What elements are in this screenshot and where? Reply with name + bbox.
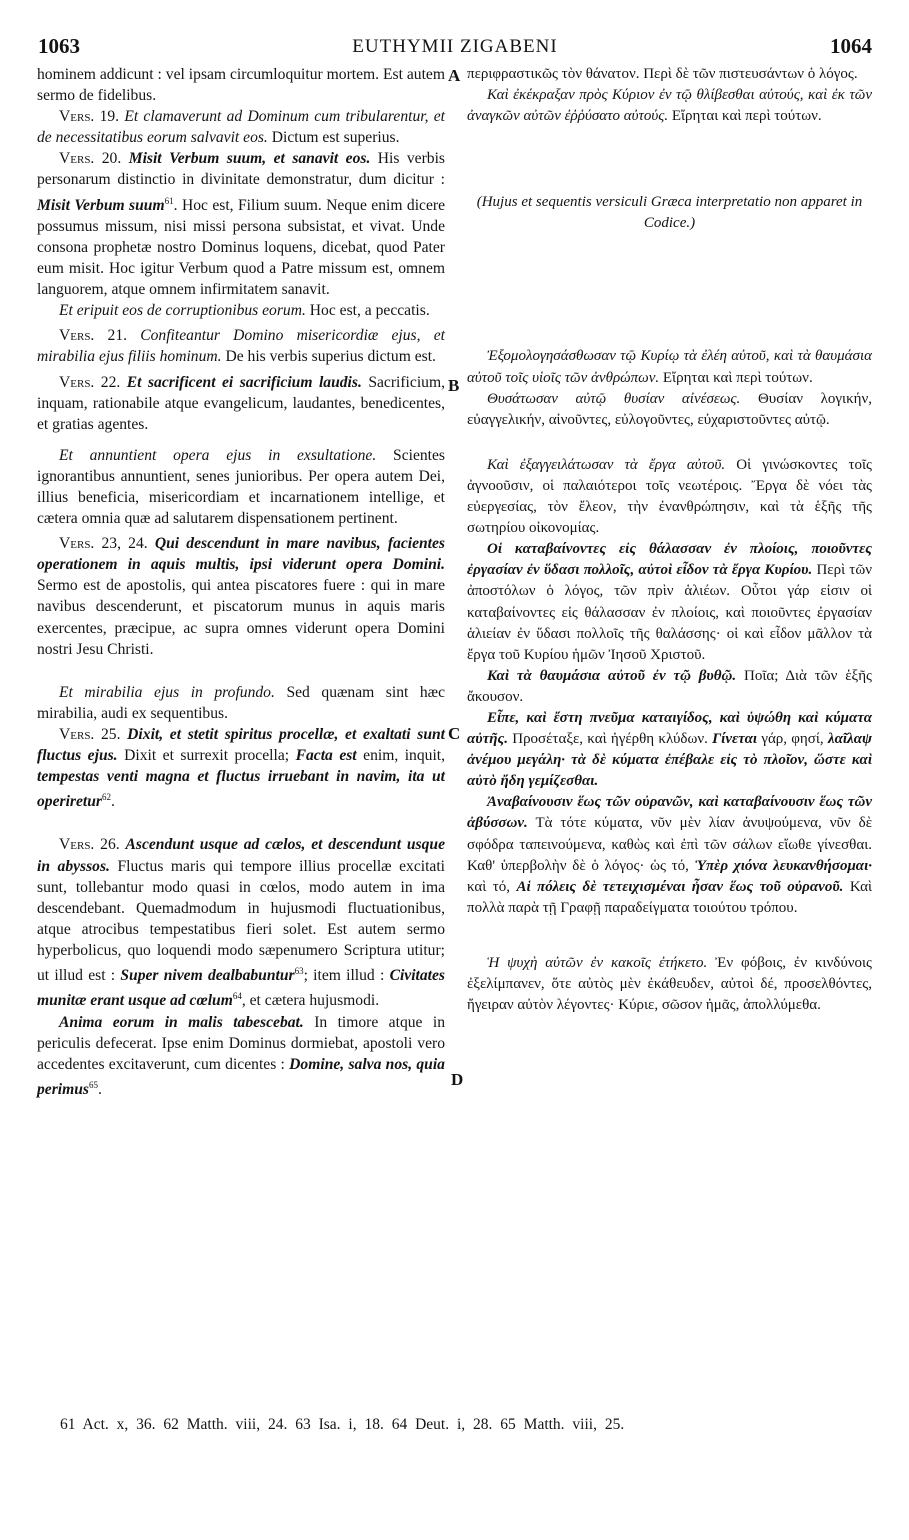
latin-paragraph: Vers. 22. Et sacrificent ei sacrificium laudis. Sacrificium, inquam, rationabile atque evangelicum, laudantes, benedicentes, et gratias agentes. [37, 373, 445, 433]
greek-paragraph: Θυσάτωσαν αὐτῷ θυσίαν αἰνέσεως. Θυσίαν λογικήν, εὐαγγελικήν, αἰνοῦντες, εὐλογοῦντες, εὐχαριστοῦντες αὐτῷ. [467, 390, 873, 428]
page-number-left: 1063 [38, 34, 80, 58]
latin-paragraph: Et mirabilia ejus in profundo. Sed quænam sint hæc mirabilia, audi ex sequentibus. [37, 683, 445, 722]
greek-paragraph: Οἱ καταβαίνοντες εἰς θάλασσαν ἐν πλοίοις, ποιοῦντες ἐργασίαν ἐν ὕδασι πολλοῖς, αὐτοὶ εἶδον τὰ ἔργα Κυρίου. Περὶ τῶν ἀποστόλων ὁ λόγος, τῶν πρὶν ἁλιέων. Οὗτοι γάρ εἰσιν οἱ καταβαίνοντες εἰς θάλασσαν ἐν πλοίοις, καὶ ποιοῦντες ἐργασίαν ἁλιείαν ἐν ὕδασι πολλοῖς τῆς θαλάσσης· οἱ καὶ εἶδον μᾶλλον τὰ ἔργα τοῦ Κυρίου ἡμῶν Ἰησοῦ Χριστοῦ. [467, 541, 872, 663]
greek-paragraph: Καὶ τὰ θαυμάσια αὐτοῦ ἐν τῷ βυθῷ. Ποῖα; Διὰ τῶν ἑξῆς ἄκουσον. [467, 667, 872, 705]
latin-paragraph: Anima eorum in malis tabescebat. In timore atque in periculis defecerat. Ipse enim Dominus dormiebat, apostoli vero accedentes excitaverunt, cum dicentes : Domine, salva nos, quia perimus$^{65}$. [37, 1013, 445, 1099]
greek-paragraph: Καὶ ἐξαγγειλάτωσαν τὰ ἔργα αὐτοῦ. Οἱ γινώσκοντες τοῖς ἀγνοοῦσιν, οἱ παλαιότεροι τοῖς νεωτέροις. Ἔργα δὲ νόει τὰς εὐεργεσίας, τὸν ἔλεον, τὴν ἐνανθρώπησιν, καὶ τὰ ἑξῆς τῆς σωτηρίου οἰκονομίας. [467, 456, 873, 537]
latin-paragraph: Vers. 26. Ascendunt usque ad cælos, et descendunt usque in abyssos. Fluctus maris qui tempore illius procellæ excitati sunt, tollebantur modo quasi in cœlos, modo autem in ima descendebant. Quemadmodum in hujusmodi fluctuationibus, atque atrocibus tempestatibus fieri solet. Est autem sermo hyperbolicus, quo loquendi modo sæpenumero Scriptura utitur; ut illud est : Super nivem dealbabuntur$^{63}$; item illud : Civitates munitæ erant usque ad cœlum$^{64}$, et cætera hujusmodi. [37, 836, 446, 1010]
latin-paragraph: Vers. 23, 24. Qui descendunt in mare navibus, facientes operationem in aquis multis, ipsi viderunt opera Domini. Sermo est de apostolis, qui antea piscatores fuere : qui in mare navibus descenderunt, et piscatorum munus in aquis maris exercentes, præcipue, ac supra omnes viderunt opera Domini nostri Jesu Christi. [37, 535, 445, 658]
greek-paragraph: Ἡ ψυχὴ αὐτῶν ἐν κακοῖς ἐτήκετο. Ἐν φόβοις, ἐν κινδύνοις ἐξελίμπανεν, ὅτε αὐτὸς μὲν ἐκάθευδεν, αὐτοὶ δέ, προσελθόντες, ἤγειραν αὐτὸν λέγοντες· Κύριε, σῶσον ἡμᾶς, ἀπολλύμεθα. [467, 954, 872, 1014]
section-marker-b: B [448, 376, 460, 395]
greek-missing-note: (Hujus et sequentis versiculi Græca interpretatio non apparet in Codice.) [476, 194, 863, 232]
latin-paragraph: Vers. 20. Misit Verbum suum, et sanavit eos. His verbis personarum distinctio in divinitate demonstratur, dum dicitur : Misit Verbum suum$^{61}$. Hoc est, Filium suum. Neque enim dicere possumus missum, nisi missi persona subsistat, et vivat. Unde consona prophetæ nostro Dominus loquens, dicebat, quod Pater eum misit. Hoc igitur Verbum quod a Patre missum est, omnem languorem, atque omnem infirmitatem sanavit. [37, 150, 446, 299]
greek-paragraph: Ἀναβαίνουσιν ἕως τῶν οὐρανῶν, καὶ καταβαίνουσιν ἕως τῶν ἀβύσσων. Τὰ τότε κύματα, νῦν μὲν λίαν ἀνυψούμενα, νῦν δὲ σφόδρα ταπεινούμενα, καθὼς καὶ ἐπὶ τῶν σάλων εἴωθε γίνεσθαι. Καθ' ὑπερβολὴν δὲ ὁ λόγος· ὡς τό, Ὑπὲρ χιόνα λευκανθήσομαι· καὶ τό, Αἱ πόλεις δὲ τετειχισμέναι ἦσαν ἕως τοῦ οὐρανοῦ. Καὶ πολλὰ παρὰ τῇ Γραφῇ παραδείγματα τοιούτου τρόπου. [467, 794, 873, 916]
section-marker-a: A [448, 66, 461, 85]
latin-paragraph: Vers. 25. Dixit, et stetit spiritus procellæ, et exaltati sunt fluctus ejus. Dixit et surrexit procella; Facta est enim, inquit, tempestas venti magna et fluctus irruebant in navim, ita ut operiretur$^{62}$. [37, 725, 446, 811]
section-marker-d: D [451, 1070, 464, 1089]
greek-paragraph: Καὶ ἐκέκραξαν πρὸς Κύριον ἐν τῷ θλίβεσθαι αὐτούς, καὶ ἐκ τῶν ἀναγκῶν αὐτῶν ἐῤῥύσατο αὐτούς. Εἴρηται καὶ περὶ τούτων. [467, 87, 872, 125]
footnotes: 61 Act. x, 36. 62 Matth. viii, 24. 63 Isa. i, 18. 64 Deut. i, 28. 65 Matth. viii, 25. [60, 1416, 625, 1433]
running-title: EUTHYMII ZIGABENI [352, 36, 558, 57]
latin-column [37, 64, 445, 1100]
latin-paragraph: Vers. 21. Confiteantur Domino misericordiæ ejus, et mirabilia ejus filiis hominum. De his verbis superius dictum est. [37, 327, 445, 366]
greek-paragraph: Ἐξομολογησάσθωσαν τῷ Κυρίῳ τὰ ἐλέη αὐτοῦ, καὶ τὰ θαυμάσια αὐτοῦ τοῖς υἱοῖς τῶν ἀνθρώπων. Εἴρηται καὶ περὶ τούτων. [467, 348, 872, 386]
section-marker-c: C [448, 724, 461, 743]
page-header [38, 34, 872, 64]
latin-paragraph: hominem addicunt : vel ipsam circumloquitur mortem. Est autem sermo de fidelibus. [37, 66, 445, 105]
latin-paragraph: Et eripuit eos de corruptionibus eorum. Hoc est, a peccatis. [59, 302, 430, 320]
latin-paragraph: Et annuntient opera ejus in exsultatione. Scientes ignorantibus annuntient, senes junioribus. Per opera autem Dei, illius beneficia, misericordiam et incarnationem intellige, et cætera omnia quæ ad salutarem dispensationem pertinent. [37, 446, 445, 528]
greek-paragraph: Εἶπε, καὶ ἔστη πνεῦμα καταιγίδος, καὶ ὑψώθη καὶ κύματα αὐτῆς. Προσέταξε, καὶ ἠγέρθη κλύδων. Γίνεται γάρ, φησί, λαῖλαψ ἀνέμου μεγάλη· τὰ δὲ κύματα ἐπέβαλε εἰς τὸ πλοῖον, ὥστε καὶ αὐτὸ ἤδη γεμίζεσθαι. [467, 709, 873, 790]
page-number-right: 1064 [830, 34, 872, 58]
greek-paragraph: περιφραστικῶς τὸν θάνατον. Περὶ δὲ τῶν πιστευσάντων ὁ λόγος. [467, 66, 858, 82]
greek-column [467, 64, 872, 1016]
latin-paragraph: Vers. 19. Et clamaverunt ad Dominum cum tribularentur, et de necessitatibus eorum salvavit eos. Dictum est superius. [37, 108, 445, 147]
